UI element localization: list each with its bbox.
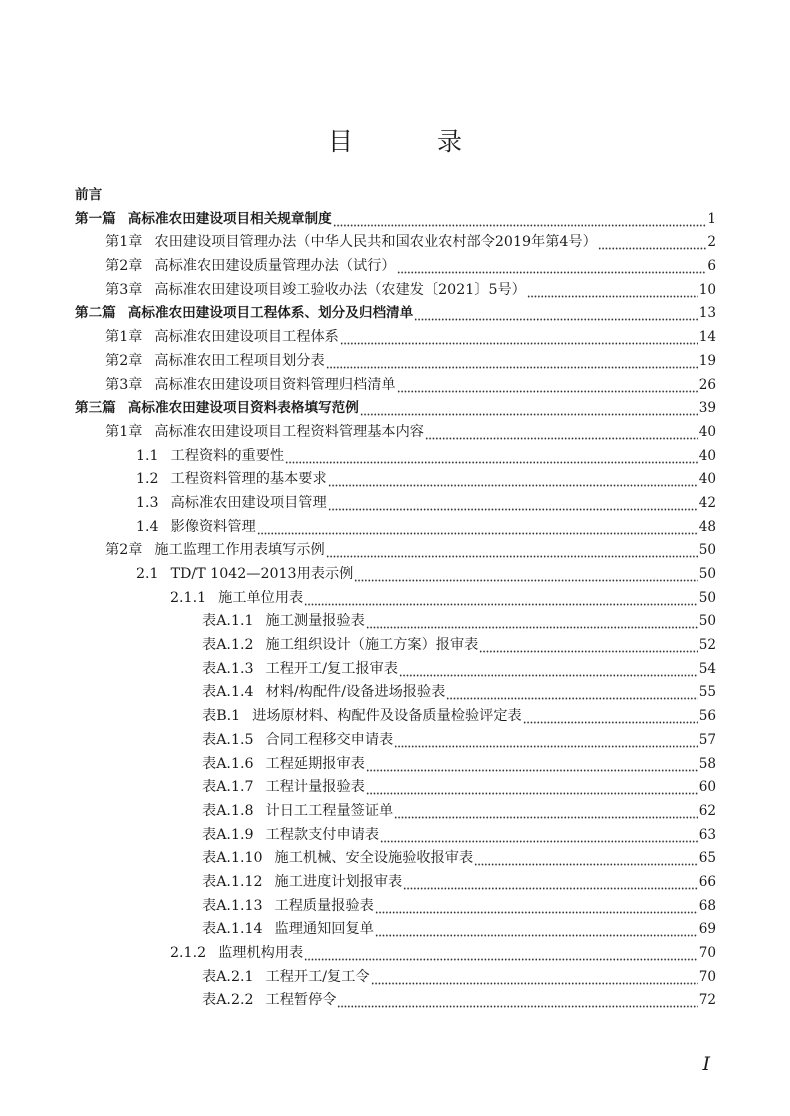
toc-entry-title: 高标准农田建设项目工程资料管理基本内容 <box>154 423 424 440</box>
toc-entry-title: 工程计量报验表 <box>265 779 365 796</box>
toc-entry-page: 1 <box>707 210 716 227</box>
toc-dot-leader <box>394 800 697 824</box>
toc-entry[interactable] <box>75 658 716 682</box>
toc-entry-page: 39 <box>698 400 716 417</box>
toc-entry-page: 70 <box>698 968 716 985</box>
toc-entry-page: 50 <box>698 589 716 606</box>
toc-entry-title: 工程开工/复工报审表 <box>265 660 398 677</box>
toc-entry-number: 1.2 <box>136 471 159 488</box>
toc-entry[interactable] <box>75 563 716 587</box>
toc-dot-leader <box>523 705 698 729</box>
toc-preface-label: 前言 <box>75 187 103 203</box>
toc-dot-leader <box>328 468 698 492</box>
toc-entry-title: 工程资料的重要性 <box>170 447 285 464</box>
toc-entry[interactable] <box>75 989 716 1013</box>
toc-entry[interactable] <box>75 705 716 729</box>
toc-entry-label <box>75 302 413 326</box>
toc-dot-leader <box>326 350 698 374</box>
toc-entry-label <box>202 681 445 705</box>
toc-entry-title: 监理机构用表 <box>218 945 304 961</box>
toc-entry[interactable] <box>75 279 716 303</box>
toc-entry-page: 10 <box>698 281 716 298</box>
toc-dot-leader <box>371 966 698 990</box>
toc-entry[interactable] <box>75 397 716 421</box>
toc-entry-number: 表A.1.10 <box>202 850 263 867</box>
toc-entry-number: 1.4 <box>136 518 159 535</box>
toc-entry[interactable] <box>75 468 716 492</box>
toc-entry[interactable] <box>75 847 716 871</box>
toc-entry-label <box>105 350 325 374</box>
toc-entry-page: 42 <box>698 494 716 511</box>
toc-dot-leader <box>304 942 697 966</box>
toc-entry-number: 表A.1.1 <box>202 613 254 630</box>
toc-entry[interactable] <box>75 421 716 445</box>
toc-entry[interactable] <box>75 516 716 540</box>
toc-entry-title: 施工单位用表 <box>218 589 304 606</box>
toc-entry-number: 表A.2.2 <box>202 992 254 1009</box>
toc-entry-page: 19 <box>698 352 716 369</box>
toc-dot-leader <box>366 610 698 634</box>
toc-entry[interactable] <box>75 824 716 848</box>
toc-entry-label <box>105 279 526 303</box>
toc-entry-title: 监理通知回复单 <box>274 921 374 938</box>
toc-entry-number: 表A.2.1 <box>202 968 254 985</box>
toc-entry-label <box>202 871 402 895</box>
toc-entry[interactable] <box>75 610 716 634</box>
toc-preface[interactable] <box>75 184 716 208</box>
toc-entry-title: 施工机械、安全设施验收报审表 <box>274 850 474 867</box>
toc-entry-title: 高标准农田建设项目相关规章制度 <box>127 210 332 227</box>
toc-dot-leader <box>337 989 697 1013</box>
toc-entry[interactable] <box>75 255 716 279</box>
toc-entry-number: 第3章 <box>105 376 143 393</box>
toc-entry-page: 40 <box>698 471 716 488</box>
toc-entry-title: 高标准农田建设质量管理办法（试行） <box>154 258 396 275</box>
toc-entry-page: 72 <box>698 992 716 1009</box>
toc-entry-title: 农田建设项目管理办法（中华人民共和国农业农村部令2019年第4号） <box>154 234 597 251</box>
toc-entry[interactable] <box>75 231 716 255</box>
toc-entry-label <box>105 421 424 445</box>
toc-entry-number: 表A.1.5 <box>202 731 254 748</box>
toc-entry-title: 高标准农田建设项目工程体系、划分及归档清单 <box>127 305 414 322</box>
toc-dot-leader <box>340 326 698 350</box>
toc-entry-label <box>136 563 353 587</box>
toc-entry-page: 26 <box>698 376 716 393</box>
toc-entry-title: 进场原材料、构配件及设备质量检验评定表 <box>252 708 522 725</box>
toc-entry-number: 第二篇 <box>75 305 116 322</box>
toc-dot-leader <box>446 681 697 705</box>
toc-dot-leader <box>394 729 697 753</box>
toc-dot-leader <box>397 255 707 279</box>
toc-entry[interactable] <box>75 208 716 232</box>
toc-entry-number: 第3章 <box>105 281 143 298</box>
toc-entry-page: 6 <box>707 258 716 275</box>
toc-entry-number: 表A.1.2 <box>202 637 254 654</box>
toc-entry-number: 第1章 <box>105 423 143 440</box>
toc-entry-label <box>136 468 327 492</box>
toc-entry-page: 50 <box>698 613 716 630</box>
toc-entry[interactable] <box>75 918 716 942</box>
toc-dot-leader <box>479 634 697 658</box>
toc-entry-title: 高标准农田建设项目资料表格填写范例 <box>127 400 359 417</box>
toc-entry[interactable] <box>75 776 716 800</box>
toc-dot-leader <box>257 516 698 540</box>
toc-entry[interactable] <box>75 302 716 326</box>
toc-entry-label <box>202 989 336 1013</box>
toc-entry-page: 2 <box>707 234 716 251</box>
toc-entry[interactable] <box>75 871 716 895</box>
toc-entry-number: 表A.1.9 <box>202 826 254 843</box>
toc-entry[interactable] <box>75 539 716 563</box>
toc-entry-page: 66 <box>698 873 716 890</box>
toc-entry-number: 表A.1.6 <box>202 755 254 772</box>
toc-entry-title: 施工进度计划报审表 <box>274 873 403 890</box>
toc-dot-leader <box>304 587 697 611</box>
toc-entry-number: 表B.1 <box>202 708 241 725</box>
toc-dot-leader <box>375 895 698 919</box>
toc-entry-page: 14 <box>698 329 716 346</box>
toc-entry-page: 52 <box>698 637 716 654</box>
toc-entry-label <box>202 895 374 919</box>
toc-entry-title: 计日工工程量签证单 <box>265 802 394 819</box>
toc-entry-label <box>170 587 303 611</box>
toc-entry-title: 高标准农田建设项目工程体系 <box>154 329 339 346</box>
toc-entry[interactable] <box>75 634 716 658</box>
toc-entry[interactable] <box>75 942 716 966</box>
toc-entry-page: 58 <box>698 755 716 772</box>
toc-dot-leader <box>354 563 697 587</box>
toc-entry-label <box>75 397 359 421</box>
toc-entry-label <box>105 255 396 279</box>
toc-entry-title: 高标准农田建设项目竣工验收办法（农建发〔2021〕5号） <box>154 281 526 298</box>
toc-entry-title: 工程延期报审表 <box>265 755 365 772</box>
toc-entry-page: 40 <box>698 423 716 440</box>
toc-dot-leader <box>397 374 698 398</box>
toc-dot-leader <box>380 824 698 848</box>
toc-entry-number: 2.1 <box>136 566 159 582</box>
toc-entry[interactable] <box>75 895 716 919</box>
toc-dot-leader <box>375 918 698 942</box>
toc-entry-page: 57 <box>698 731 716 748</box>
toc-entry-label <box>170 942 303 966</box>
toc-entry-label <box>136 445 284 469</box>
toc-entry-title: 施工监理工作用表填写示例 <box>154 542 325 559</box>
toc-entry-label <box>202 918 374 942</box>
toc-dot-leader <box>285 445 698 469</box>
toc-entry[interactable] <box>75 445 716 469</box>
page-title: 目 录 <box>328 127 500 156</box>
toc-entry-number: 表A.1.13 <box>202 897 263 914</box>
toc-entry-label <box>202 824 379 848</box>
toc-entry[interactable] <box>75 729 716 753</box>
toc-dot-leader <box>366 753 698 777</box>
toc-entry-title: 材料/构配件/设备进场报验表 <box>265 684 446 701</box>
toc-dot-leader <box>425 421 698 445</box>
toc-entry-page: 54 <box>698 660 716 677</box>
toc-entry-page: 70 <box>698 945 716 961</box>
toc-entry-page: 40 <box>698 447 716 464</box>
toc-entry[interactable] <box>75 350 716 374</box>
toc-entry-title: 工程款支付申请表 <box>265 826 380 843</box>
toc-entry-label <box>136 516 256 540</box>
toc-entry-number: 第一篇 <box>75 210 116 227</box>
toc-entry-number: 第1章 <box>105 234 143 251</box>
toc-entry-number: 表A.1.4 <box>202 684 254 701</box>
toc-dot-leader <box>399 658 698 682</box>
toc-dot-leader <box>326 539 698 563</box>
toc-entry-page: 56 <box>698 708 716 725</box>
toc-dot-leader <box>598 231 707 255</box>
toc-entry-label <box>105 326 339 350</box>
toc-entry-number: 第2章 <box>105 542 143 559</box>
toc-entry-page: 50 <box>698 542 716 559</box>
toc-entry-page: 63 <box>698 826 716 843</box>
toc-entry-title: 工程暂停令 <box>265 992 337 1009</box>
toc-entry-page: 62 <box>698 802 716 819</box>
toc-entry-page: 55 <box>698 684 716 701</box>
toc-entry-label <box>105 231 597 255</box>
toc-entry-label <box>202 847 473 871</box>
toc-entry-title: 施工组织设计（施工方案）报审表 <box>265 637 479 654</box>
toc-entry-label <box>202 634 478 658</box>
toc-entry-title: 合同工程移交申请表 <box>265 731 394 748</box>
toc-entry[interactable] <box>75 587 716 611</box>
toc-entry-number: 第三篇 <box>75 400 116 417</box>
toc-entry-page: 13 <box>698 305 716 322</box>
toc-entry-number: 表A.1.8 <box>202 802 254 819</box>
toc-entry[interactable] <box>75 753 716 777</box>
toc-entry[interactable] <box>75 966 716 990</box>
toc-entry-label <box>136 492 327 516</box>
toc-entry[interactable] <box>75 374 716 398</box>
toc-entry-number: 1.1 <box>136 447 159 464</box>
toc-dot-leader <box>403 871 697 895</box>
toc-entry-label <box>75 208 332 232</box>
toc-entry-label <box>105 539 325 563</box>
table-of-contents <box>75 184 716 1013</box>
toc-entry[interactable] <box>75 326 716 350</box>
toc-entry-number: 2.1.2 <box>170 945 207 961</box>
toc-entry-number: 表A.1.7 <box>202 779 254 796</box>
toc-entry-number: 第1章 <box>105 329 143 346</box>
toc-entry-title: 施工测量报验表 <box>265 613 365 630</box>
toc-entry-title: 高标准农田工程项目划分表 <box>154 352 325 369</box>
toc-entry-title: 高标准农田建设项目资料管理归档清单 <box>154 376 396 393</box>
toc-entry-label <box>202 705 522 729</box>
toc-entry-label <box>202 610 365 634</box>
toc-dot-leader <box>527 279 698 303</box>
toc-entry-number: 第2章 <box>105 352 143 369</box>
toc-entry-page: 60 <box>698 779 716 796</box>
toc-entry-page: 65 <box>698 850 716 867</box>
toc-entry-label <box>202 776 365 800</box>
toc-entry-title: 影像资料管理 <box>170 518 256 535</box>
toc-dot-leader <box>474 847 698 871</box>
toc-entry[interactable] <box>75 800 716 824</box>
toc-entry-number: 表A.1.14 <box>202 921 263 938</box>
toc-entry-page: 50 <box>698 566 716 582</box>
toc-entry-label <box>202 966 370 990</box>
toc-entry-label <box>105 374 396 398</box>
toc-entry[interactable] <box>75 492 716 516</box>
toc-dot-leader <box>328 492 698 516</box>
toc-entry-title: 高标准农田建设项目管理 <box>170 494 327 511</box>
toc-entry-title: 工程开工/复工令 <box>265 968 370 985</box>
toc-entry-label <box>202 729 393 753</box>
toc-entry-title: 工程资料管理的基本要求 <box>170 471 327 488</box>
toc-entry-title: 工程质量报验表 <box>274 897 374 914</box>
toc-entry-number: 表A.1.3 <box>202 660 254 677</box>
toc-entry-label <box>202 658 398 682</box>
toc-entry-page: 69 <box>698 921 716 938</box>
toc-entry-number: 1.3 <box>136 494 159 511</box>
toc-dot-leader <box>333 208 707 232</box>
toc-dot-leader <box>414 302 697 326</box>
toc-entry-label <box>202 800 393 824</box>
toc-entry-label <box>202 753 365 777</box>
toc-entry[interactable] <box>75 681 716 705</box>
toc-dot-leader <box>366 776 698 800</box>
toc-entry-number: 2.1.1 <box>170 589 207 606</box>
toc-dot-leader <box>360 397 698 421</box>
toc-entry-number: 表A.1.12 <box>202 873 263 890</box>
page-number: I <box>702 1053 710 1075</box>
toc-entry-page: 68 <box>698 897 716 914</box>
toc-entry-title: TD/T 1042—2013用表示例 <box>170 566 354 582</box>
toc-entry-page: 48 <box>698 518 716 535</box>
toc-entry-number: 第2章 <box>105 258 143 275</box>
